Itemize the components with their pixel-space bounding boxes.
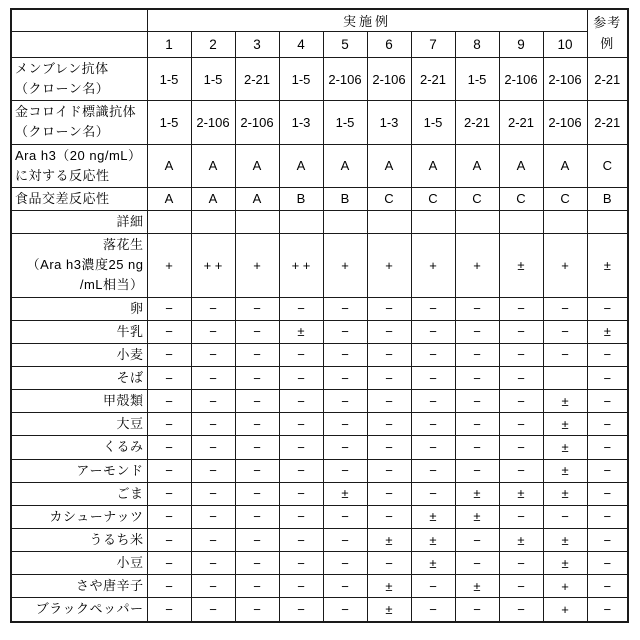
value-cell: A [191,187,235,210]
value-cell: − [191,598,235,622]
value-cell: ± [367,528,411,551]
row-label: 卵 [11,297,147,320]
value-cell: A [147,187,191,210]
value-cell: A [543,144,587,187]
value-cell: A [367,144,411,187]
value-cell: − [147,390,191,413]
value-cell: − [411,482,455,505]
value-cell: 2-21 [235,58,279,101]
value-cell: − [279,482,323,505]
example-column-header: 7 [411,32,455,58]
value-cell: − [499,459,543,482]
value-cell: − [191,390,235,413]
value-cell: ± [543,390,587,413]
value-cell: − [411,413,455,436]
value-cell: − [191,297,235,320]
value-cell: − [191,413,235,436]
value-cell: − [455,552,499,575]
table-row [11,144,628,187]
table-row [11,210,628,233]
value-cell: − [499,436,543,459]
value-cell [499,210,543,233]
row-label: 甲殻類 [11,390,147,413]
row-label: ブラックペッパー [11,598,147,622]
value-cell: ± [543,528,587,551]
value-cell: − [367,413,411,436]
value-cell: ± [499,482,543,505]
value-cell: 2-106 [499,58,543,101]
value-cell [455,210,499,233]
value-cell: + [543,575,587,598]
patent-results-table [10,8,629,623]
value-cell: − [147,413,191,436]
value-cell: − [279,528,323,551]
value-cell: − [147,482,191,505]
value-cell: ± [543,459,587,482]
value-cell: − [191,528,235,551]
example-column-header: 6 [367,32,411,58]
value-cell: − [367,320,411,343]
value-cell: − [455,320,499,343]
value-cell: − [235,366,279,389]
value-cell: − [499,598,543,622]
value-cell: − [235,413,279,436]
example-column-header: 3 [235,32,279,58]
value-cell: + [147,234,191,297]
value-cell: − [455,459,499,482]
value-cell: − [191,505,235,528]
value-cell: 2-106 [543,58,587,101]
reference-value-cell: ± [587,320,628,343]
row-label: 詳細 [11,210,147,233]
value-cell: − [147,297,191,320]
value-cell: − [323,575,367,598]
row-label: 小麦 [11,343,147,366]
value-cell: − [279,575,323,598]
value-cell: 1-5 [147,101,191,144]
value-cell: − [455,413,499,436]
table-row [11,482,628,505]
value-cell: − [279,390,323,413]
value-cell: 2-106 [367,58,411,101]
value-cell: − [235,552,279,575]
table-row [11,101,628,144]
value-cell: ± [543,552,587,575]
reference-value-cell: − [587,528,628,551]
value-cell: A [455,144,499,187]
example-column-header: 2 [191,32,235,58]
value-cell: 1-5 [147,58,191,101]
value-cell: A [191,144,235,187]
table-row [11,297,628,320]
value-cell: − [191,436,235,459]
value-cell: − [455,598,499,622]
value-cell: 1-5 [455,58,499,101]
value-cell: − [191,482,235,505]
row-label: 金コロイド標識抗体 （クローン名） [11,101,147,144]
value-cell [543,210,587,233]
value-cell: − [455,297,499,320]
value-cell: 1-3 [279,101,323,144]
value-cell: − [235,343,279,366]
corner-cell-top [11,9,147,32]
value-cell: A [323,144,367,187]
value-cell [323,210,367,233]
value-cell: − [367,552,411,575]
value-cell [543,366,587,389]
value-cell: − [411,390,455,413]
reference-value-cell: − [587,297,628,320]
row-label: 大豆 [11,413,147,436]
value-cell: − [279,297,323,320]
value-cell: C [499,187,543,210]
value-cell: + [323,234,367,297]
table-row [11,528,628,551]
value-cell: − [191,320,235,343]
table-row [11,552,628,575]
row-label: くるみ [11,436,147,459]
table-row [11,575,628,598]
value-cell: 2-106 [191,101,235,144]
value-cell: − [279,413,323,436]
value-cell: − [499,552,543,575]
value-cell: − [411,320,455,343]
value-cell: A [147,144,191,187]
value-cell: − [499,505,543,528]
value-cell: + + [191,234,235,297]
value-cell: − [147,436,191,459]
value-cell: − [279,505,323,528]
value-cell: C [411,187,455,210]
value-cell: − [235,575,279,598]
value-cell: ± [411,528,455,551]
row-label: うるち米 [11,528,147,551]
value-cell: ± [455,482,499,505]
table-row [11,187,628,210]
value-cell: − [411,343,455,366]
value-cell: − [411,436,455,459]
value-cell: − [499,320,543,343]
value-cell: 1-5 [323,101,367,144]
example-column-header: 10 [543,32,587,58]
value-cell: − [455,366,499,389]
value-cell: − [279,459,323,482]
reference-value-cell [587,210,628,233]
table-row [11,436,628,459]
table-row [11,505,628,528]
row-label: 食品交差反応性 [11,187,147,210]
value-cell: − [411,297,455,320]
row-label: 小豆 [11,552,147,575]
value-cell: A [279,144,323,187]
value-cell: − [323,459,367,482]
table-row [11,343,628,366]
value-cell: − [543,505,587,528]
row-label: 牛乳 [11,320,147,343]
value-cell: − [323,436,367,459]
reference-value-cell: − [587,459,628,482]
value-cell: + [543,234,587,297]
row-label: そば [11,366,147,389]
value-cell: − [411,366,455,389]
value-cell: + + [279,234,323,297]
row-label: さや唐辛子 [11,575,147,598]
value-cell: − [235,482,279,505]
value-cell: − [411,459,455,482]
value-cell: 1-5 [411,101,455,144]
value-cell: − [191,366,235,389]
table-body [11,58,628,622]
example-column-header: 8 [455,32,499,58]
value-cell: A [235,187,279,210]
reference-value-cell: − [587,343,628,366]
value-cell: − [323,505,367,528]
value-cell: − [191,552,235,575]
table-row [11,58,628,101]
corner-cell-bottom [11,32,147,58]
value-cell: − [279,598,323,622]
value-cell: C [455,187,499,210]
value-cell: B [323,187,367,210]
value-cell: − [499,413,543,436]
value-cell: − [455,436,499,459]
value-cell: − [323,552,367,575]
value-cell: − [147,320,191,343]
row-label: ごま [11,482,147,505]
value-cell: 2-106 [543,101,587,144]
reference-value-cell: C [587,144,628,187]
value-cell: 1-3 [367,101,411,144]
value-cell: − [235,459,279,482]
value-cell: − [543,320,587,343]
row-label: カシューナッツ [11,505,147,528]
value-cell: − [147,366,191,389]
reference-value-cell: − [587,482,628,505]
value-cell: B [279,187,323,210]
value-cell: 2-21 [499,101,543,144]
reference-value-cell: 2-21 [587,58,628,101]
value-cell: ± [367,575,411,598]
value-cell: − [367,436,411,459]
value-cell: − [147,598,191,622]
example-column-header: 5 [323,32,367,58]
value-cell: − [543,297,587,320]
value-cell: A [499,144,543,187]
value-cell: − [323,297,367,320]
value-cell: − [191,459,235,482]
table-row [11,598,628,622]
value-cell: − [323,320,367,343]
value-cell: − [235,436,279,459]
value-cell: − [499,390,543,413]
reference-value-cell: B [587,187,628,210]
value-cell: ± [411,552,455,575]
value-cell: − [367,482,411,505]
value-cell: − [367,505,411,528]
value-cell: − [235,297,279,320]
value-cell [235,210,279,233]
reference-value-cell: − [587,552,628,575]
value-cell: + [455,234,499,297]
value-cell: − [323,528,367,551]
value-cell: − [499,297,543,320]
value-cell: − [147,459,191,482]
reference-value-cell: − [587,390,628,413]
value-cell: − [499,343,543,366]
value-cell: 2-106 [323,58,367,101]
row-label: メンブレン抗体 （クローン名） [11,58,147,101]
value-cell: − [323,390,367,413]
value-cell: − [323,413,367,436]
value-cell: ± [279,320,323,343]
value-cell: ± [543,436,587,459]
example-column-header: 1 [147,32,191,58]
value-cell: − [235,320,279,343]
value-cell: A [235,144,279,187]
table-row [11,413,628,436]
table-row [11,459,628,482]
reference-example-header: 参考例 [587,9,628,58]
value-cell: − [455,528,499,551]
value-cell: + [367,234,411,297]
row-label: アーモンド [11,459,147,482]
value-cell: 2-21 [411,58,455,101]
value-cell: − [235,528,279,551]
reference-value-cell: − [587,436,628,459]
value-cell: − [279,552,323,575]
value-cell [191,210,235,233]
value-cell: − [367,343,411,366]
value-cell: − [147,343,191,366]
value-cell: + [411,234,455,297]
value-cell: − [455,390,499,413]
value-cell: − [279,366,323,389]
value-cell: ± [455,575,499,598]
value-cell: − [323,598,367,622]
value-cell: 1-5 [191,58,235,101]
value-cell: − [499,575,543,598]
value-cell: − [235,598,279,622]
value-cell: 2-21 [455,101,499,144]
value-cell: − [147,528,191,551]
value-cell: − [191,575,235,598]
example-column-header: 4 [279,32,323,58]
examples-group-header: 実施例 [147,9,587,32]
reference-value-cell: − [587,505,628,528]
value-cell: − [235,505,279,528]
value-cell: − [323,343,367,366]
value-cell: − [279,436,323,459]
value-cell: A [411,144,455,187]
value-cell: − [543,343,587,366]
value-cell: − [323,366,367,389]
reference-value-cell: ± [587,234,628,297]
value-cell: C [367,187,411,210]
value-cell: + [543,598,587,622]
table-row [11,234,628,297]
value-cell: − [499,366,543,389]
header-number-row [11,32,628,58]
value-cell: + [235,234,279,297]
value-cell: − [367,390,411,413]
value-cell: − [367,366,411,389]
example-column-header: 9 [499,32,543,58]
value-cell [279,210,323,233]
value-cell: 1-5 [279,58,323,101]
value-cell: − [147,552,191,575]
value-cell: − [455,343,499,366]
table-row [11,366,628,389]
value-cell: − [147,575,191,598]
value-cell: ± [455,505,499,528]
header-group-row [11,9,628,32]
value-cell: − [411,598,455,622]
reference-value-cell: − [587,413,628,436]
value-cell: ± [499,528,543,551]
value-cell: 2-106 [235,101,279,144]
value-cell: ± [411,505,455,528]
table-row [11,320,628,343]
value-cell: C [543,187,587,210]
value-cell: − [411,575,455,598]
value-cell: − [367,297,411,320]
value-cell [411,210,455,233]
value-cell: − [279,343,323,366]
reference-value-cell: 2-21 [587,101,628,144]
table-row [11,390,628,413]
value-cell [147,210,191,233]
value-cell: − [191,343,235,366]
reference-value-cell: − [587,575,628,598]
reference-value-cell: − [587,598,628,622]
value-cell: ± [543,482,587,505]
reference-value-cell: − [587,366,628,389]
value-cell: ± [543,413,587,436]
value-cell: − [367,459,411,482]
value-cell: ± [323,482,367,505]
value-cell: ± [367,598,411,622]
value-cell: − [235,390,279,413]
row-label: Ara h3（20 ng/mL） に対する反応性 [11,144,147,187]
value-cell: − [147,505,191,528]
row-label: 落花生 （Ara h3濃度25 ng /mL相当） [11,234,147,297]
value-cell [367,210,411,233]
value-cell: ± [499,234,543,297]
